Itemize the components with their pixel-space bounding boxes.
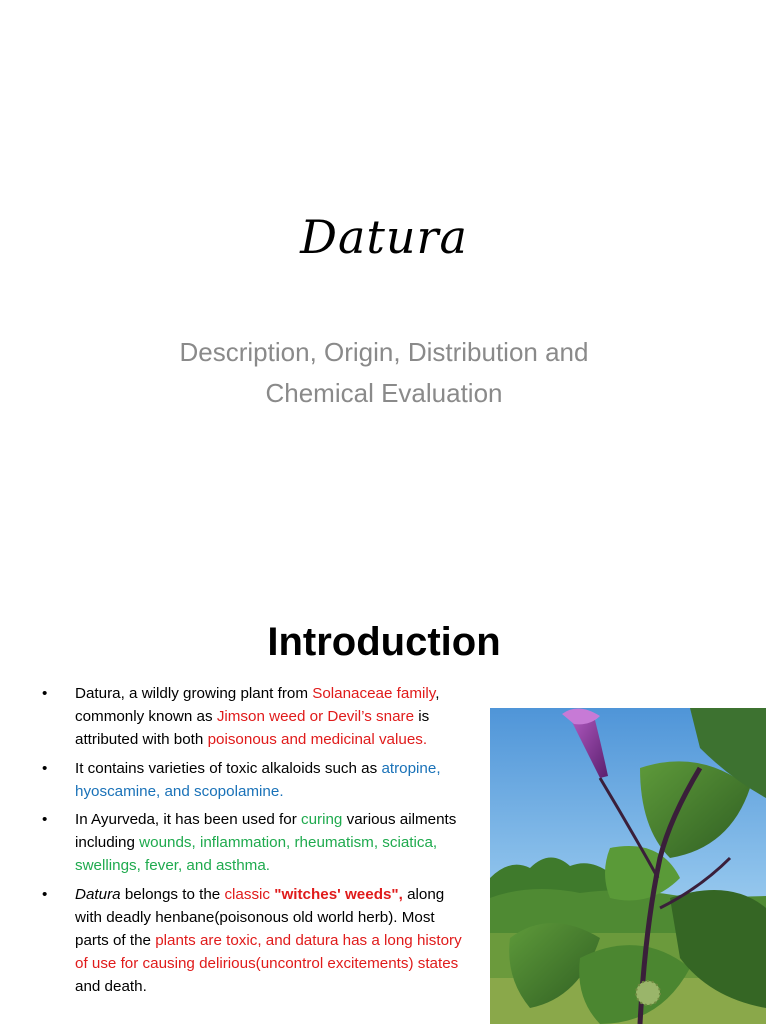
bullet-list bbox=[42, 682, 472, 1004]
slide-subtitle bbox=[100, 332, 668, 414]
bullet-marker: • bbox=[42, 811, 48, 829]
introduction-slide bbox=[0, 600, 768, 1024]
bullet-item-4 bbox=[42, 883, 472, 999]
highlight-green: wounds, inflammation, rheumatism, sciatica, swellings, fever, and asthma. bbox=[75, 834, 438, 875]
text-run: and death. bbox=[75, 978, 147, 996]
subtitle-line-2: Chemical Evaluation bbox=[265, 378, 503, 408]
bullet-item-1 bbox=[42, 682, 472, 752]
text-run: In Ayurveda, it has been used for bbox=[75, 811, 301, 829]
highlight-green: curing bbox=[301, 811, 343, 829]
slide-title: Datura bbox=[300, 210, 468, 264]
highlight-red-bold: "witches' weeds", bbox=[274, 885, 403, 903]
text-run: is attributed with both bbox=[75, 708, 430, 749]
text-run: Datura, a wildly growing plant from bbox=[75, 685, 313, 702]
highlight-red: classic bbox=[224, 885, 275, 903]
highlight-red: Solanaceae family bbox=[312, 685, 436, 702]
datura-plant-photo bbox=[490, 708, 766, 1024]
bullet-marker: • bbox=[42, 685, 48, 702]
highlight-red: plants are toxic, and bbox=[155, 932, 296, 950]
introduction-heading: Introduction bbox=[267, 620, 501, 664]
bullet-item-3 bbox=[42, 808, 472, 878]
bullet-marker: • bbox=[42, 885, 48, 903]
text-run-italic: Datura bbox=[75, 885, 121, 903]
subtitle-line-1: Description, Origin, Distribution and bbox=[179, 337, 589, 367]
highlight-blue: atropine, hyoscamine, and scopolamine bbox=[75, 759, 441, 800]
highlight-red: datura has a long history of use for causing delirious(uncontrol excitements) states bbox=[75, 932, 462, 973]
text-run: along with deadly henbane(poisonous old world herb). Most parts of the bbox=[75, 885, 445, 950]
bullet-item-2 bbox=[42, 757, 472, 803]
text-run: belongs to the bbox=[120, 885, 225, 903]
text-run: various ailments including bbox=[75, 811, 457, 852]
bullet-marker: • bbox=[42, 759, 48, 777]
highlight-red: Jimson weed or Devil’s snare bbox=[216, 708, 415, 726]
text-run: , commonly known as bbox=[75, 685, 440, 726]
highlight-red: poisonous and medicinal values. bbox=[207, 731, 428, 749]
plant-image bbox=[490, 708, 766, 1024]
highlight-blue: . bbox=[279, 782, 284, 800]
text-run: It contains varieties of toxic alkaloids such as bbox=[75, 759, 382, 777]
